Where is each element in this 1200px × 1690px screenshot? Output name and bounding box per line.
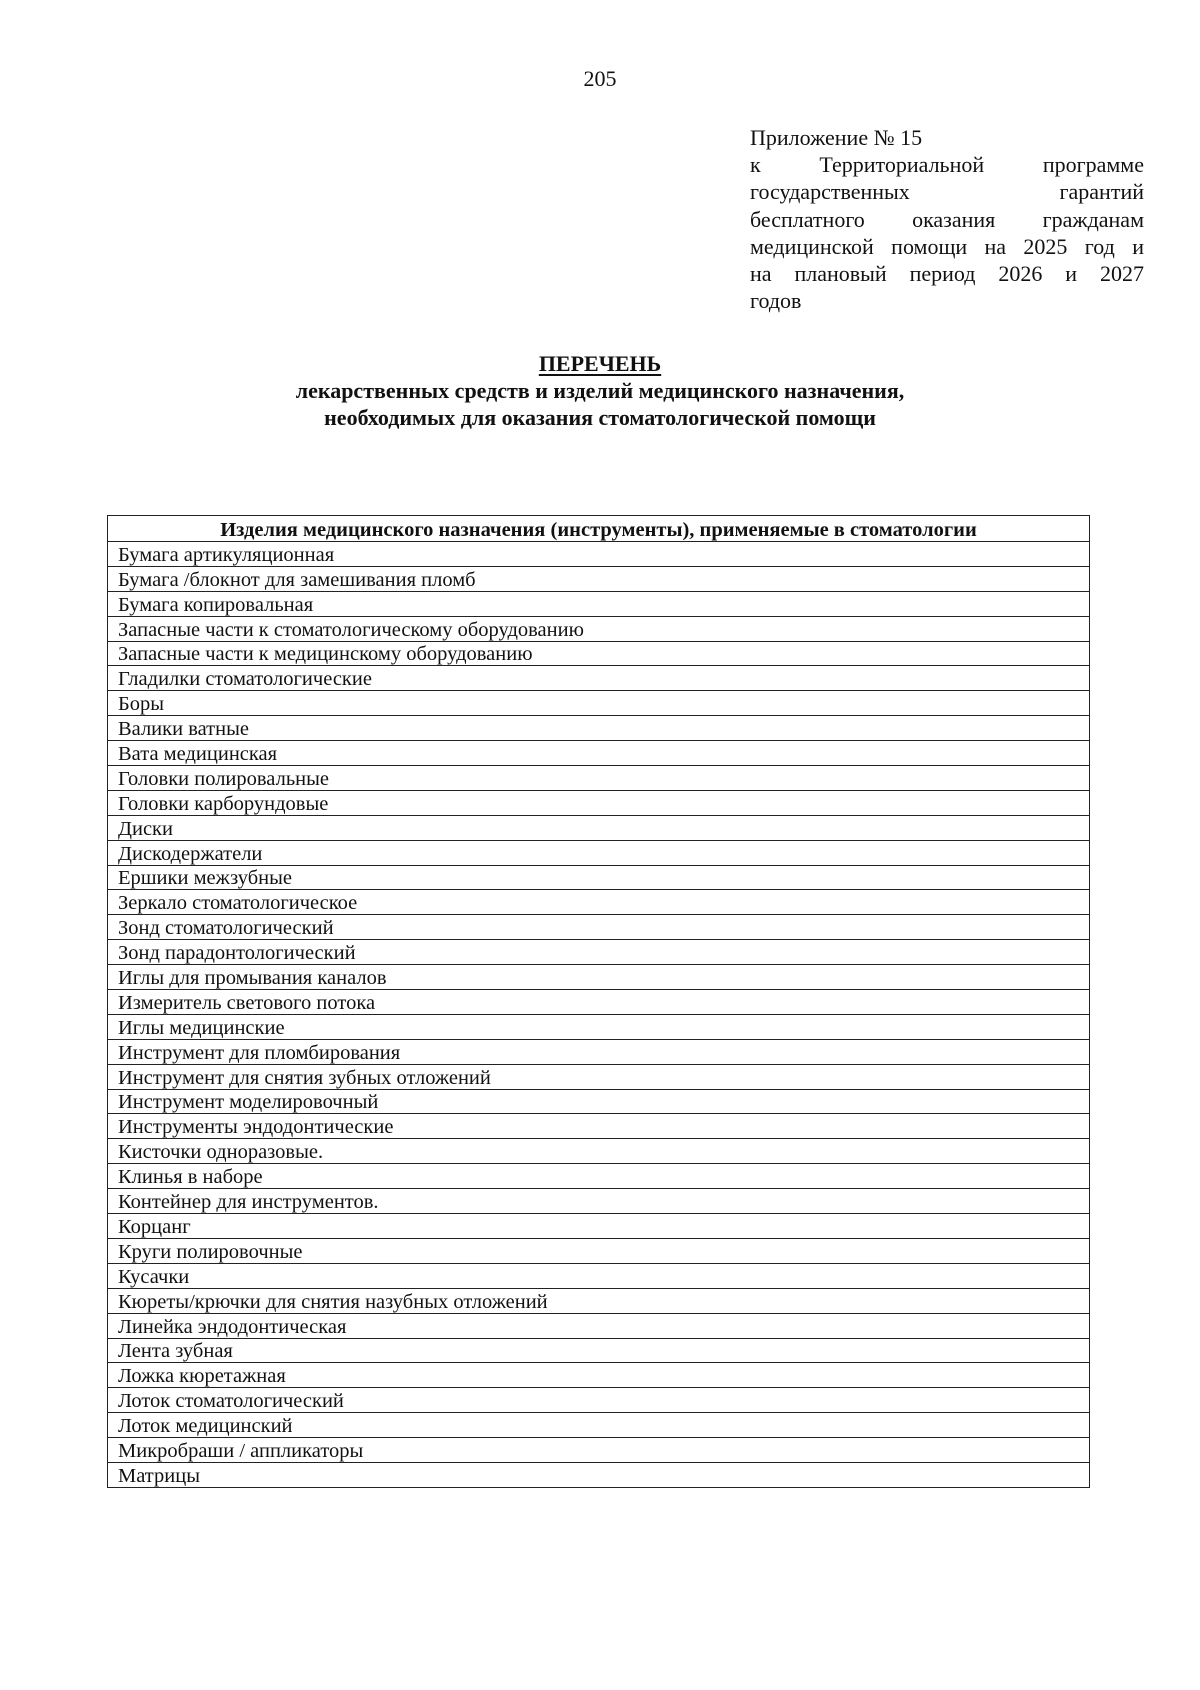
appendix-line: к Территориальной программе: [750, 152, 1144, 178]
table-row: [108, 741, 1090, 766]
table-row: [108, 1288, 1090, 1313]
table-row: [108, 1064, 1090, 1089]
page-number: 205: [583, 66, 617, 91]
table-cell-item: Иглы медицинские: [108, 1014, 1090, 1039]
table-cell-item: Гладилки стоматологические: [108, 666, 1090, 691]
table-row: [108, 915, 1090, 940]
table-cell-item: Измеритель светового потока: [108, 990, 1090, 1015]
table-row: [108, 691, 1090, 716]
table-cell-item: Клинья в наборе: [108, 1164, 1090, 1189]
table-cell-item: Лоток медицинский: [108, 1413, 1090, 1438]
table-row: [108, 1462, 1090, 1487]
table-body: [108, 542, 1090, 1488]
table-cell-item: Круги полировочные: [108, 1238, 1090, 1263]
table-header-row: [108, 516, 1090, 542]
table-cell-item: Запасные части к медицинскому оборудованию: [108, 641, 1090, 666]
table-row: [108, 1438, 1090, 1463]
table-row: [108, 1413, 1090, 1438]
table-cell-item: Матрицы: [108, 1462, 1090, 1487]
table-cell-item: Лоток стоматологический: [108, 1388, 1090, 1413]
table-cell-item: Диски: [108, 815, 1090, 840]
table-cell-item: Микробраши / аппликаторы: [108, 1438, 1090, 1463]
table-cell-item: Бумага /блокнот для замешивания пломб: [108, 566, 1090, 591]
table-row: [108, 890, 1090, 915]
table-row: [108, 1238, 1090, 1263]
appendix-line: на плановый период 2026 и 2027: [750, 261, 1144, 287]
table-row: [108, 940, 1090, 965]
table-cell-item: Контейнер для инструментов.: [108, 1189, 1090, 1214]
table-row: [108, 1014, 1090, 1039]
table-cell-item: Кюреты/крючки для снятия назубных отложений: [108, 1288, 1090, 1313]
table-row: [108, 566, 1090, 591]
table-row: [108, 1089, 1090, 1114]
table-cell-item: Бумага копировальная: [108, 591, 1090, 616]
table-cell-item: Дискодержатели: [108, 840, 1090, 865]
table-row: [108, 542, 1090, 567]
table-row: [108, 840, 1090, 865]
table-cell-item: Бумага артикуляционная: [108, 542, 1090, 567]
appendix-line: Приложение № 15: [750, 125, 923, 150]
table-cell-item: Инструмент для пломбирования: [108, 1039, 1090, 1064]
table-cell-item: Кисточки одноразовые.: [108, 1139, 1090, 1164]
table-row: [108, 1164, 1090, 1189]
document-subtitle-line-2: необходимых для оказания стоматологической помощи: [324, 405, 876, 430]
table-cell-item: Иглы для промывания каналов: [108, 965, 1090, 990]
table-cell-item: Ершики межзубные: [108, 865, 1090, 890]
table-row: [108, 1189, 1090, 1214]
table-cell-item: Инструмент моделировочный: [108, 1089, 1090, 1114]
table-row: [108, 1139, 1090, 1164]
table-cell-item: Зонд парадонтологический: [108, 940, 1090, 965]
appendix-line: бесплатного оказания гражданам: [750, 206, 1144, 232]
table-row: [108, 1039, 1090, 1064]
table-row: [108, 1214, 1090, 1239]
table-cell-item: Кусачки: [108, 1263, 1090, 1288]
table-row: [108, 641, 1090, 666]
table-cell-item: Зеркало стоматологическое: [108, 890, 1090, 915]
table-row: [108, 990, 1090, 1015]
appendix-note: [750, 124, 1144, 314]
appendix-line: государственных гарантий: [750, 179, 1144, 205]
table-row: [108, 591, 1090, 616]
table-cell-item: Линейка эндодонтическая: [108, 1313, 1090, 1338]
table-cell-item: Инструмент для снятия зубных отложений: [108, 1064, 1090, 1089]
table-cell-item: Валики ватные: [108, 716, 1090, 741]
table-cell-item: Зонд стоматологический: [108, 915, 1090, 940]
table-row: [108, 1114, 1090, 1139]
table-cell-item: Запасные части к стоматологическому оборудованию: [108, 616, 1090, 641]
table-row: [108, 766, 1090, 791]
table-row: [108, 1388, 1090, 1413]
document-subtitle-line-1: лекарственных средств и изделий медицинского назначения,: [295, 378, 905, 403]
table-cell-item: Ложка кюретажная: [108, 1363, 1090, 1388]
table-row: [108, 616, 1090, 641]
table-row: [108, 965, 1090, 990]
table-cell-item: Корцанг: [108, 1214, 1090, 1239]
table-cell-item: Головки карборундовые: [108, 790, 1090, 815]
table-row: [108, 865, 1090, 890]
document-title: ПЕРЕЧЕНЬ: [538, 351, 662, 376]
table-cell-item: Боры: [108, 691, 1090, 716]
table-row: [108, 790, 1090, 815]
table-row: [108, 666, 1090, 691]
table-row: [108, 716, 1090, 741]
table-row: [108, 1263, 1090, 1288]
table-row: [108, 815, 1090, 840]
table-row: [108, 1338, 1090, 1363]
table-header: Изделия медицинского назначения (инструменты), применяемые в стоматологии: [108, 516, 1090, 542]
table-cell-item: Инструменты эндодонтические: [108, 1114, 1090, 1139]
document-heading: [0, 350, 1200, 431]
table-cell-item: Вата медицинская: [108, 741, 1090, 766]
instruments-table: [107, 515, 1090, 1488]
table-cell-item: Лента зубная: [108, 1338, 1090, 1363]
appendix-line: годов: [750, 288, 802, 314]
table-cell-item: Головки полировальные: [108, 766, 1090, 791]
table-row: [108, 1363, 1090, 1388]
appendix-line: медицинской помощи на 2025 год и: [750, 233, 1144, 259]
table-row: [108, 1313, 1090, 1338]
